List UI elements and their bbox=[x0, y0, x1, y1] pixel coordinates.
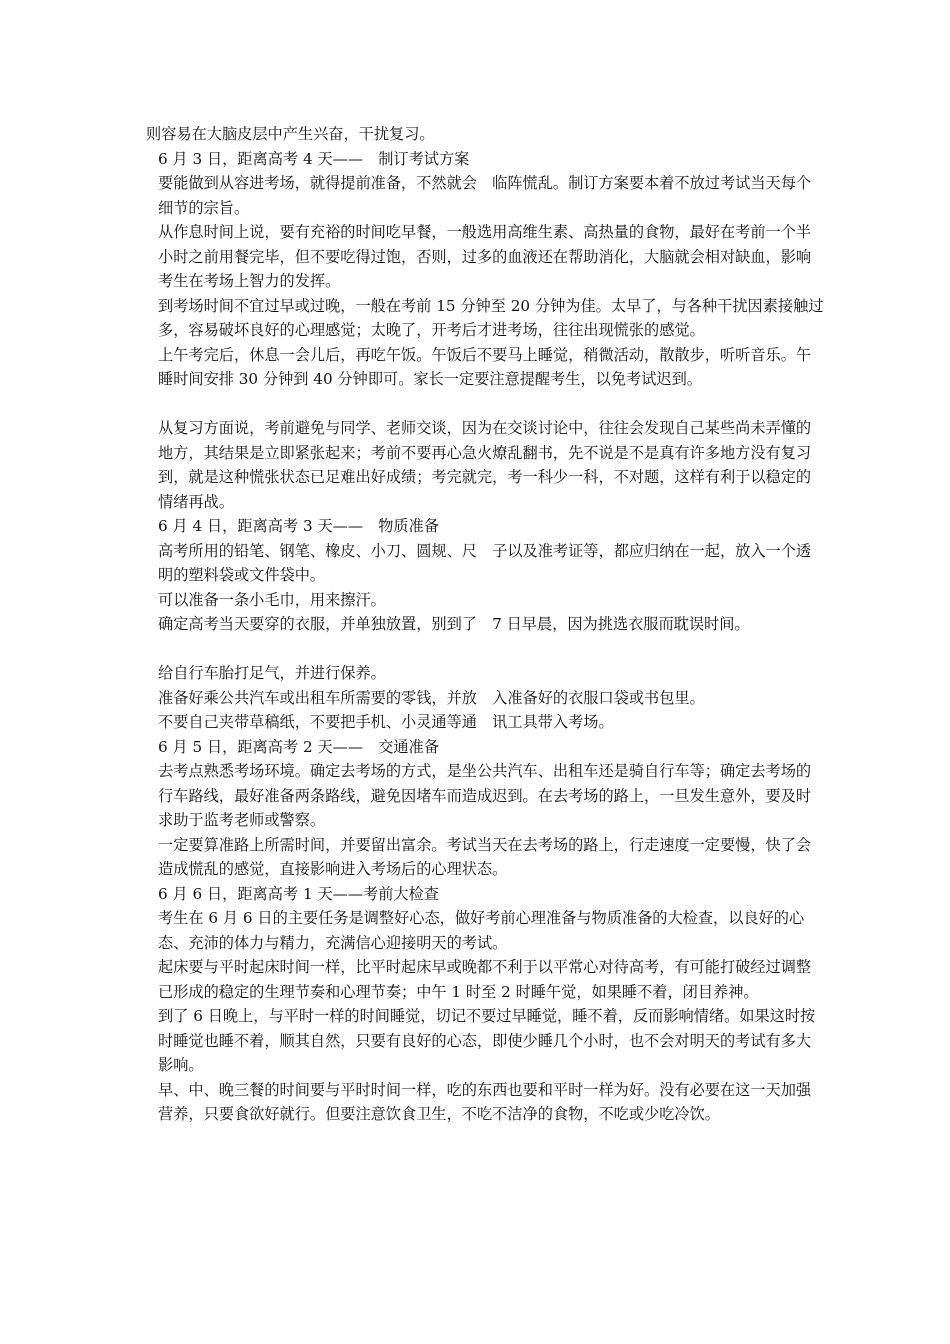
paragraph: 不要自己夹带草稿纸，不要把手机、小灵通等通 讯工具带入考场。 bbox=[158, 713, 614, 731]
paragraph: 一定要算准路上所需时间，并要留出富余。考试当天在去考场的路上，行走速度一定要慢，快了会造成慌乱的感觉，直接影响进入考场后的心理状态。 bbox=[158, 835, 812, 878]
paragraph: 去考点熟悉考场环境。确定去考场的方式，是坐公共汽车、出租车还是骑自行车等；确定去考场的行车路线，最好准备两条路线，避免因堵车而造成迟到。在去考场的路上，一旦发生意外，要及时求助于监考老师或警察。 bbox=[158, 762, 812, 829]
paragraph: 准备好乘公共汽车或出租车所需要的零钱，并放 入准备好的衣服口袋或书包里。 bbox=[158, 688, 705, 707]
section-heading-june-4: 6 月 4 日，距离高考 3 天—— 物质准备 bbox=[158, 517, 439, 535]
paragraph: 考生在 6 月 6 日的主要任务是调整好心态，做好考前心理准备与物质准备的大检查，以良好的心态、充沛的体力与精力，充满信心迎接明天的考试。 bbox=[158, 909, 805, 952]
paragraph: 起床要与平时起床时间一样，比平时起床早或晚都不利于以平常心对待高考，有可能打破经过调整已形成的稳定的生理节奏和心理节奏；中午 1 时至 2 时睡午觉，如果睡不着，闭目养神。 bbox=[158, 958, 812, 1001]
blank-line bbox=[146, 392, 824, 417]
paragraph-continuation: 则容易在大脑皮层中产生兴奋，干扰复习。 bbox=[146, 125, 435, 143]
paragraph: 从作息时间上说，要有充裕的时间吃早餐，一般选用高维生素、高热量的食物，最好在考前一个半小时之前用餐完毕，但不要吃得过饱，否则，过多的血液还在帮助消化，大脑就会相对缺血，影响考生在考场上智力的发挥。 bbox=[158, 223, 812, 290]
paragraph: 给自行车胎打足气，并进行保养。 bbox=[158, 664, 386, 682]
paragraph: 确定高考当天要穿的衣服，并单独放置，别到了 7 日早晨，因为挑选衣服而耽误时间。 bbox=[158, 615, 750, 633]
paragraph: 早、中、晚三餐的时间要与平时时间一样，吃的东西也要和平时一样为好。没有必要在这一天加强营养，只要食欲好就行。但要注意饮食卫生，不吃不洁净的食物，不吃或少吃冷饮。 bbox=[158, 1080, 812, 1123]
paragraph: 可以准备一条小毛巾，用来擦汗。 bbox=[158, 590, 386, 609]
section-heading-june-5: 6 月 5 日，距离高考 2 天—— 交通准备 bbox=[158, 737, 439, 756]
blank-line bbox=[146, 637, 824, 662]
paragraph: 到了 6 日晚上，与平时一样的时间睡觉，切记不要过早睡觉，睡不着，反而影响情绪。如果这时按时睡觉也睡不着，顺其自然，只要有良好的心态，即使少睡几个小时，也不会对明天的考试有多大影响。 bbox=[158, 1007, 816, 1074]
paragraph: 从复习方面说，考前避免与同学、老师交谈，因为在交谈讨论中，往往会发现自己某些尚未弄懂的地方，其结果是立即紧张起来；考前不要再心急火燎乱翻书，先不说是不是真有许多地方没有复习到，就是这种慌张状态已足难出好成绩；考完就完，考一科少一科，不对题，这样有利于以稳定的情绪再战。 bbox=[158, 419, 812, 511]
paragraph: 高考所用的铅笔、钢笔、橡皮、小刀、圆规、尺 子以及准考证等，都应归纳在一起，放入一个透明的塑料袋或文件袋中。 bbox=[158, 541, 812, 584]
paragraph: 到考场时间不宜过早或过晚，一般在考前 15 分钟至 20 分钟为佳。太早了，与各种干扰因素接触过多，容易破坏良好的心理感觉；太晚了，开考后才进考场，往往出现慌张的感觉。 bbox=[158, 296, 824, 339]
document-body bbox=[146, 122, 824, 1127]
paragraph: 上午考完后，休息一会儿后，再吃午饭。午饭后不要马上睡觉，稍微活动，散散步，听听音乐。午睡时间安排 30 分钟到 40 分钟即可。家长一定要注意提醒考生，以免考试迟到。 bbox=[158, 345, 812, 388]
section-heading-june-6: 6 月 6 日，距离高考 1 天——考前大检查 bbox=[158, 884, 439, 903]
paragraph: 要能做到从容进考场，就得提前准备，不然就会 临阵慌乱。制订方案要本着不放过考试当天每个细节的宗旨。 bbox=[158, 174, 812, 217]
section-heading-june-3: 6 月 3 日，距离高考 4 天—— 制订考试方案 bbox=[158, 149, 470, 168]
